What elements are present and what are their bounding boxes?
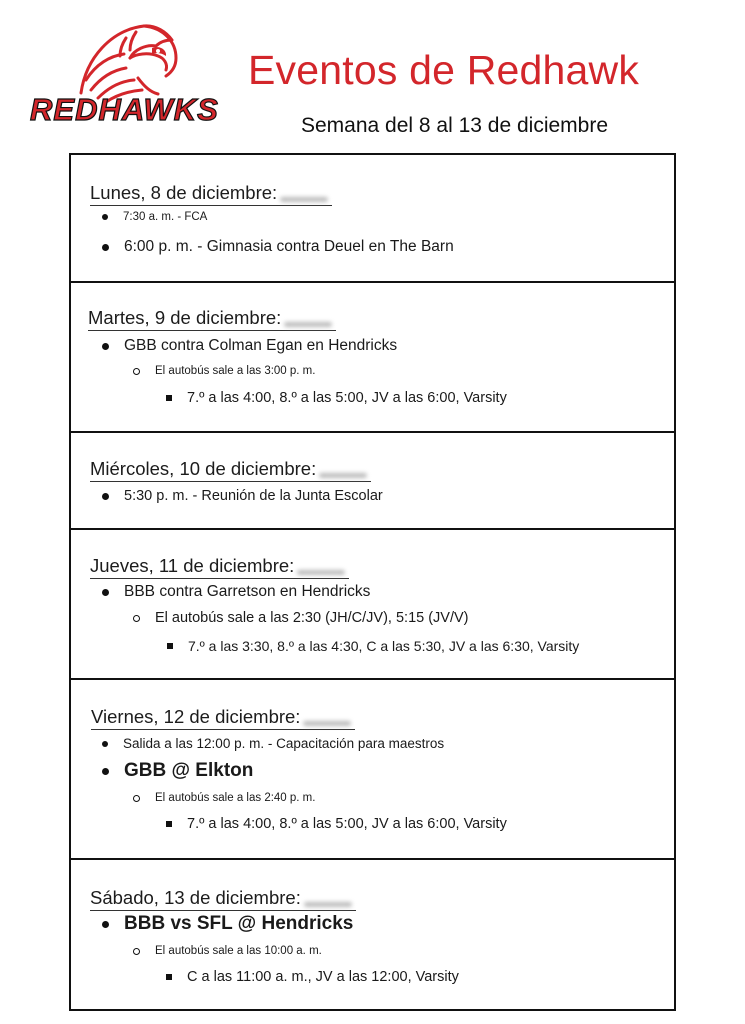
list-item: 7.º a las 4:00, 8.º a las 5:00, JV a las 6:00, Varsity: [166, 390, 507, 406]
day-heading: Martes, 9 de diciembre:: [88, 307, 336, 331]
day-heading: Sábado, 13 de diciembre:: [90, 887, 356, 911]
page-subtitle: Semana del 8 al 13 de diciembre: [301, 114, 609, 137]
list-item: BBB vs SFL @ Hendricks: [102, 913, 353, 935]
bullet-icon: [102, 493, 109, 500]
bullet-square-icon: [166, 974, 172, 980]
list-item: 7.º a las 3:30, 8.º a las 4:30, C a las 5:30, JV a las 6:30, Varsity: [167, 638, 579, 654]
bullet-square-icon: [167, 643, 173, 649]
page-title: Eventos de Redhawk: [248, 47, 640, 93]
bullet-circle-icon: [133, 368, 140, 375]
day-block-saturday: [71, 860, 674, 1009]
bullet-icon: [102, 768, 109, 775]
bullet-icon: [102, 214, 108, 220]
day-heading: Viernes, 12 de diciembre:: [91, 706, 355, 730]
events-table: [69, 153, 676, 1011]
redhawks-logo: [26, 18, 231, 130]
bullet-square-icon: [166, 821, 172, 827]
bullet-square-icon: [166, 395, 172, 401]
list-item: El autobús sale a las 10:00 a. m.: [133, 945, 322, 957]
day-block-friday: [71, 680, 674, 860]
bullet-circle-icon: [133, 615, 140, 622]
bullet-icon: [102, 244, 109, 251]
bullet-icon: [102, 589, 109, 596]
bullet-icon: [102, 921, 109, 928]
day-heading: Lunes, 8 de diciembre:: [90, 182, 332, 206]
list-item: 5:30 p. m. - Reunión de la Junta Escolar: [102, 488, 383, 504]
list-item: GBB contra Colman Egan en Hendricks: [102, 337, 397, 355]
bullet-icon: [102, 343, 109, 350]
svg-text:REDHAWKS: REDHAWKS: [30, 92, 219, 127]
bullet-circle-icon: [133, 795, 140, 802]
list-item: C a las 11:00 a. m., JV a las 12:00, Varsity: [166, 969, 459, 985]
list-item: 7:30 a. m. - FCA: [102, 211, 207, 223]
day-block-wednesday: [71, 433, 674, 530]
list-item: BBB contra Garretson en Hendricks: [102, 583, 370, 601]
list-item: El autobús sale a las 3:00 p. m.: [133, 365, 315, 377]
day-block-tuesday: [71, 283, 674, 433]
list-item: El autobús sale a las 2:40 p. m.: [133, 792, 315, 804]
bullet-icon: [102, 741, 108, 747]
bullet-circle-icon: [133, 948, 140, 955]
list-item: El autobús sale a las 2:30 (JH/C/JV), 5:15 (JV/V): [133, 610, 469, 626]
list-item: 6:00 p. m. - Gimnasia contra Deuel en The Barn: [102, 238, 454, 256]
list-item: 7.º a las 4:00, 8.º a las 5:00, JV a las 6:00, Varsity: [166, 816, 507, 832]
day-heading: Miércoles, 10 de diciembre:: [90, 458, 371, 482]
list-item: Salida a las 12:00 p. m. - Capacitación para maestros: [102, 736, 444, 751]
list-item: GBB @ Elkton: [102, 760, 253, 782]
day-block-monday: [71, 155, 674, 283]
day-heading: Jueves, 11 de diciembre:: [90, 555, 349, 579]
day-block-thursday: [71, 530, 674, 680]
